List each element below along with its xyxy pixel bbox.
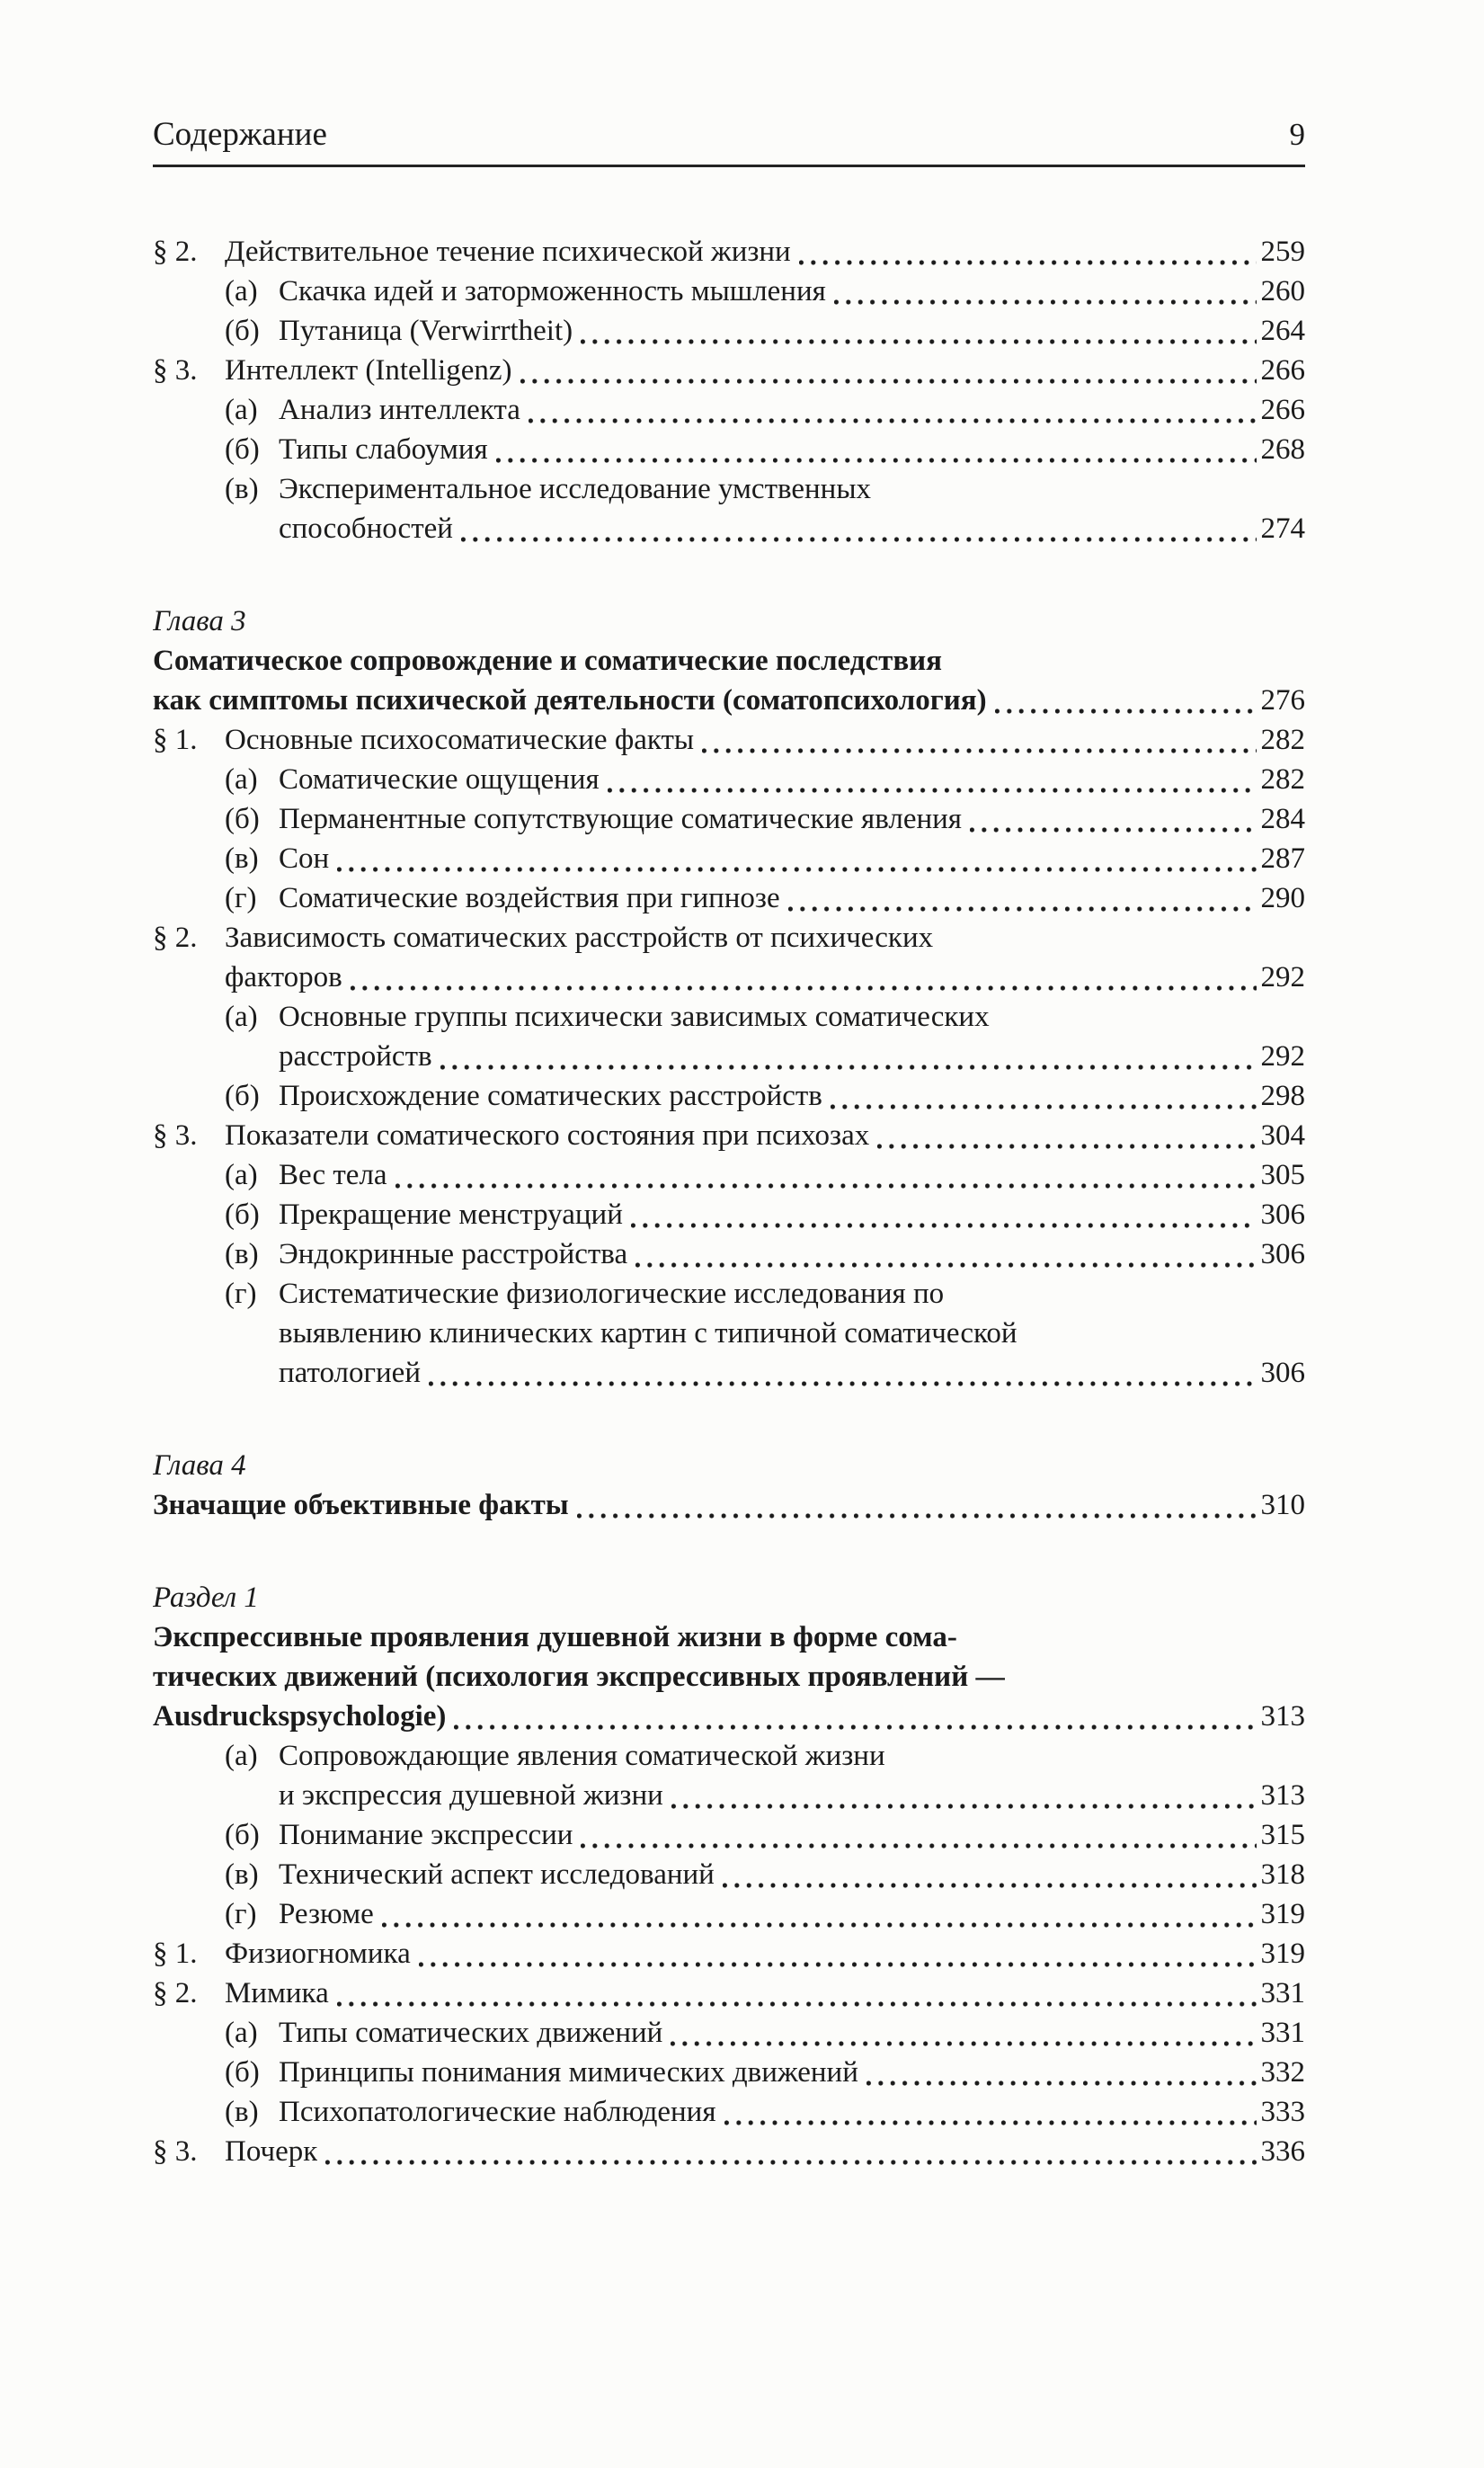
- toc-row: [153, 1855, 1305, 1894]
- entry-text: Понимание экспрессии: [279, 1819, 573, 1851]
- dot-leader: [577, 1511, 1257, 1520]
- entry-marker: (б): [225, 2056, 260, 2089]
- entry-marker: § 3.: [153, 354, 198, 387]
- entry-page-number: 306: [1260, 1238, 1305, 1270]
- dot-leader: [337, 865, 1256, 874]
- dot-leader: [419, 1960, 1257, 1969]
- dot-leader: [970, 825, 1257, 834]
- toc-row: [153, 1234, 1305, 1274]
- toc-row: [153, 1657, 1305, 1697]
- dot-leader: [429, 1379, 1257, 1388]
- entry-text: Глава 3: [153, 605, 246, 637]
- entry-text: Глава 4: [153, 1449, 246, 1482]
- running-header: [153, 115, 1305, 155]
- entry-text: Ausdruckspsychologie): [153, 1700, 447, 1733]
- entry-marker: (б): [225, 433, 260, 466]
- entry-marker: (в): [225, 1858, 259, 1891]
- entry-marker: (б): [225, 315, 260, 347]
- entry-marker: (а): [225, 763, 258, 796]
- toc-row: [153, 1274, 1305, 1314]
- toc-row: [153, 1974, 1305, 2013]
- entry-page-number: 282: [1260, 724, 1305, 756]
- dot-leader: [581, 337, 1256, 346]
- entry-marker: (а): [225, 1001, 258, 1033]
- entry-text: Сопровождающие явления соматической жизни: [279, 1740, 885, 1772]
- entry-text: Прекращение менструаций: [279, 1198, 623, 1231]
- entry-marker: (б): [225, 1819, 260, 1851]
- entry-text: патологией: [279, 1357, 421, 1389]
- toc-row: [153, 799, 1305, 839]
- entry-text: Вес тела: [279, 1159, 387, 1191]
- toc-row: [153, 272, 1305, 311]
- entry-page-number: 266: [1260, 354, 1305, 387]
- entry-marker: (б): [225, 803, 260, 835]
- entry-page-number: 287: [1260, 842, 1305, 875]
- dot-leader: [866, 2079, 1257, 2088]
- toc-row: [153, 839, 1305, 878]
- entry-text: Систематические физиологические исследования по: [279, 1278, 945, 1310]
- dot-leader: [671, 1802, 1257, 1811]
- toc-row: [153, 469, 1305, 509]
- dot-leader: [496, 456, 1257, 465]
- entry-page-number: 336: [1260, 2135, 1305, 2168]
- entry-text: Физиогномика: [225, 1938, 411, 1970]
- dot-leader: [581, 1841, 1256, 1850]
- toc-row: [153, 1815, 1305, 1855]
- entry-marker: § 2.: [153, 922, 198, 954]
- entry-page-number: 268: [1260, 433, 1305, 466]
- entry-text: Перманентные сопутствующие соматические явления: [279, 803, 962, 835]
- page-number: 9: [1289, 117, 1305, 152]
- toc-row: [153, 2092, 1305, 2132]
- dot-leader: [440, 1063, 1257, 1072]
- dot-leader: [831, 1102, 1257, 1111]
- toc-row: [153, 760, 1305, 799]
- dot-leader: [834, 298, 1257, 307]
- entry-text: Мимика: [225, 1977, 329, 2009]
- entry-text: как симптомы психической деятельности (соматопсихология): [153, 684, 987, 717]
- toc-row: [153, 681, 1305, 720]
- entry-text: Основные группы психически зависимых соматических: [279, 1001, 990, 1033]
- entry-text: Почерк: [225, 2135, 318, 2168]
- entry-page-number: 266: [1260, 394, 1305, 426]
- entry-text: Путаница (Verwirrtheit): [279, 315, 573, 347]
- dot-leader: [325, 2158, 1256, 2167]
- entry-page-number: 306: [1260, 1357, 1305, 1389]
- running-head-title: Содержание: [153, 116, 327, 153]
- toc-row: [153, 1934, 1305, 1974]
- toc-row: [153, 958, 1305, 997]
- toc-row: [153, 1155, 1305, 1195]
- entry-text: Соматические воздействия при гипнозе: [279, 882, 780, 914]
- entry-text: Технический аспект исследований: [279, 1858, 715, 1891]
- entry-text: Соматические ощущения: [279, 763, 600, 796]
- toc-row: [153, 232, 1305, 272]
- dot-leader: [631, 1221, 1257, 1230]
- dot-leader: [724, 2118, 1257, 2127]
- toc-row: [153, 2053, 1305, 2092]
- entry-text: Эндокринные расстройства: [279, 1238, 628, 1270]
- entry-text: факторов: [225, 961, 342, 993]
- dot-leader: [529, 416, 1257, 425]
- entry-text: Принципы понимания мимических движений: [279, 2056, 858, 2089]
- dot-leader: [382, 1920, 1257, 1929]
- toc-row: [153, 1037, 1305, 1076]
- entry-marker: (г): [225, 882, 257, 914]
- entry-page-number: 282: [1260, 763, 1305, 796]
- entry-page-number: 313: [1260, 1779, 1305, 1812]
- toc-row: [153, 1697, 1305, 1736]
- entry-page-number: 305: [1260, 1159, 1305, 1191]
- dot-leader: [723, 1881, 1257, 1890]
- entry-text: Психопатологические наблюдения: [279, 2096, 716, 2128]
- entry-marker: (б): [225, 1198, 260, 1231]
- dot-leader: [461, 535, 1257, 544]
- dot-leader: [608, 786, 1257, 795]
- entry-page-number: 304: [1260, 1119, 1305, 1152]
- entry-marker: (а): [225, 275, 258, 307]
- entry-marker: (а): [225, 394, 258, 426]
- dot-leader: [520, 377, 1257, 386]
- entry-text: Происхождение соматических расстройств: [279, 1080, 822, 1112]
- dot-leader: [351, 984, 1257, 993]
- toc-row: [153, 351, 1305, 390]
- entry-marker: § 3.: [153, 2135, 198, 2168]
- entry-text: Резюме: [279, 1898, 374, 1930]
- toc-row: [153, 430, 1305, 469]
- toc-row: [153, 720, 1305, 760]
- toc-row: [153, 1776, 1305, 1815]
- entry-marker: (в): [225, 473, 259, 505]
- toc-row: [153, 641, 1305, 681]
- header-rule: [153, 165, 1305, 167]
- entry-page-number: 292: [1260, 961, 1305, 993]
- toc-row: [153, 311, 1305, 351]
- dot-leader: [395, 1181, 1257, 1190]
- toc-row: [153, 1617, 1305, 1657]
- entry-text: способностей: [279, 512, 453, 545]
- entry-page-number: 274: [1260, 512, 1305, 545]
- entry-page-number: 284: [1260, 803, 1305, 835]
- dot-leader: [788, 904, 1257, 913]
- dot-leader: [799, 258, 1257, 267]
- entry-page-number: 264: [1260, 315, 1305, 347]
- toc-row: [153, 509, 1305, 548]
- entry-marker: (б): [225, 1080, 260, 1112]
- toc-row: [153, 918, 1305, 958]
- entry-page-number: 276: [1260, 684, 1305, 717]
- entry-page-number: 310: [1260, 1489, 1305, 1521]
- entry-marker: § 1.: [153, 724, 198, 756]
- dot-leader: [702, 746, 1256, 755]
- entry-page-number: 333: [1260, 2096, 1305, 2128]
- dot-leader: [995, 707, 1257, 716]
- toc-row: [153, 601, 1305, 641]
- toc-row: [153, 1894, 1305, 1934]
- toc-row: [153, 1485, 1305, 1525]
- toc-row: [153, 1314, 1305, 1353]
- entry-text: Типы соматических движений: [279, 2017, 663, 2049]
- entry-page-number: 306: [1260, 1198, 1305, 1231]
- entry-marker: (а): [225, 1159, 258, 1191]
- entry-text: расстройств: [279, 1040, 432, 1073]
- dot-leader: [337, 2000, 1257, 2009]
- entry-marker: § 1.: [153, 1938, 198, 1970]
- entry-page-number: 290: [1260, 882, 1305, 914]
- entry-page-number: 332: [1260, 2056, 1305, 2089]
- entry-text: тических движений (психология экспрессивных проявлений —: [153, 1661, 1006, 1693]
- toc-row: [153, 878, 1305, 918]
- entry-page-number: 313: [1260, 1700, 1305, 1733]
- dot-leader: [454, 1723, 1256, 1732]
- toc-row: [153, 1195, 1305, 1234]
- entry-marker: (г): [225, 1898, 257, 1930]
- entry-page-number: 331: [1260, 1977, 1305, 2009]
- toc-row: [153, 1116, 1305, 1155]
- entry-marker: (а): [225, 2017, 258, 2049]
- entry-marker: § 2.: [153, 236, 198, 268]
- entry-text: Зависимость соматических расстройств от психических: [225, 922, 934, 954]
- entry-page-number: 298: [1260, 1080, 1305, 1112]
- entry-text: Интеллект (Intelligenz): [225, 354, 512, 387]
- toc-row: [153, 1076, 1305, 1116]
- entry-text: Соматическое сопровождение и соматические последствия: [153, 645, 943, 677]
- entry-text: Скачка идей и заторможенность мышления: [279, 275, 826, 307]
- entry-text: выявлению клинических картин с типичной соматической: [279, 1317, 1017, 1350]
- entry-text: Сон: [279, 842, 330, 875]
- entry-page-number: 319: [1260, 1898, 1305, 1930]
- entry-page-number: 315: [1260, 1819, 1305, 1851]
- toc-row: [153, 1736, 1305, 1776]
- toc-row: [153, 1578, 1305, 1617]
- entry-text: Показатели соматического состояния при психозах: [225, 1119, 870, 1152]
- entry-page-number: 260: [1260, 275, 1305, 307]
- toc-list: [153, 232, 1305, 2171]
- entry-text: и экспрессия душевной жизни: [279, 1779, 663, 1812]
- entry-marker: (в): [225, 2096, 259, 2128]
- entry-marker: (а): [225, 1740, 258, 1772]
- entry-page-number: 292: [1260, 1040, 1305, 1073]
- entry-text: Типы слабоумия: [279, 433, 488, 466]
- dot-leader: [877, 1142, 1256, 1151]
- toc-row: [153, 2132, 1305, 2171]
- entry-marker: § 3.: [153, 1119, 198, 1152]
- toc-row: [153, 1353, 1305, 1393]
- toc-row: [153, 1446, 1305, 1485]
- entry-marker: § 2.: [153, 1977, 198, 2009]
- entry-text: Раздел 1: [153, 1581, 259, 1614]
- entry-marker: (г): [225, 1278, 257, 1310]
- entry-text: Основные психосоматические факты: [225, 724, 695, 756]
- toc-row: [153, 2013, 1305, 2053]
- toc-row: [153, 997, 1305, 1037]
- entry-page-number: 259: [1260, 236, 1305, 268]
- entry-page-number: 331: [1260, 2017, 1305, 2049]
- entry-text: Экспериментальное исследование умственных: [279, 473, 872, 505]
- entry-text: Экспрессивные проявления душевной жизни в форме сома-: [153, 1621, 957, 1653]
- dot-leader: [671, 2039, 1256, 2048]
- entry-marker: (в): [225, 842, 259, 875]
- toc-row: [153, 390, 1305, 430]
- entry-text: Действительное течение психической жизни: [225, 236, 791, 268]
- entry-marker: (в): [225, 1238, 259, 1270]
- entry-text: Значащие объективные факты: [153, 1489, 569, 1521]
- entry-page-number: 319: [1260, 1938, 1305, 1970]
- entry-page-number: 318: [1260, 1858, 1305, 1891]
- entry-text: Анализ интеллекта: [279, 394, 520, 426]
- dot-leader: [635, 1261, 1256, 1270]
